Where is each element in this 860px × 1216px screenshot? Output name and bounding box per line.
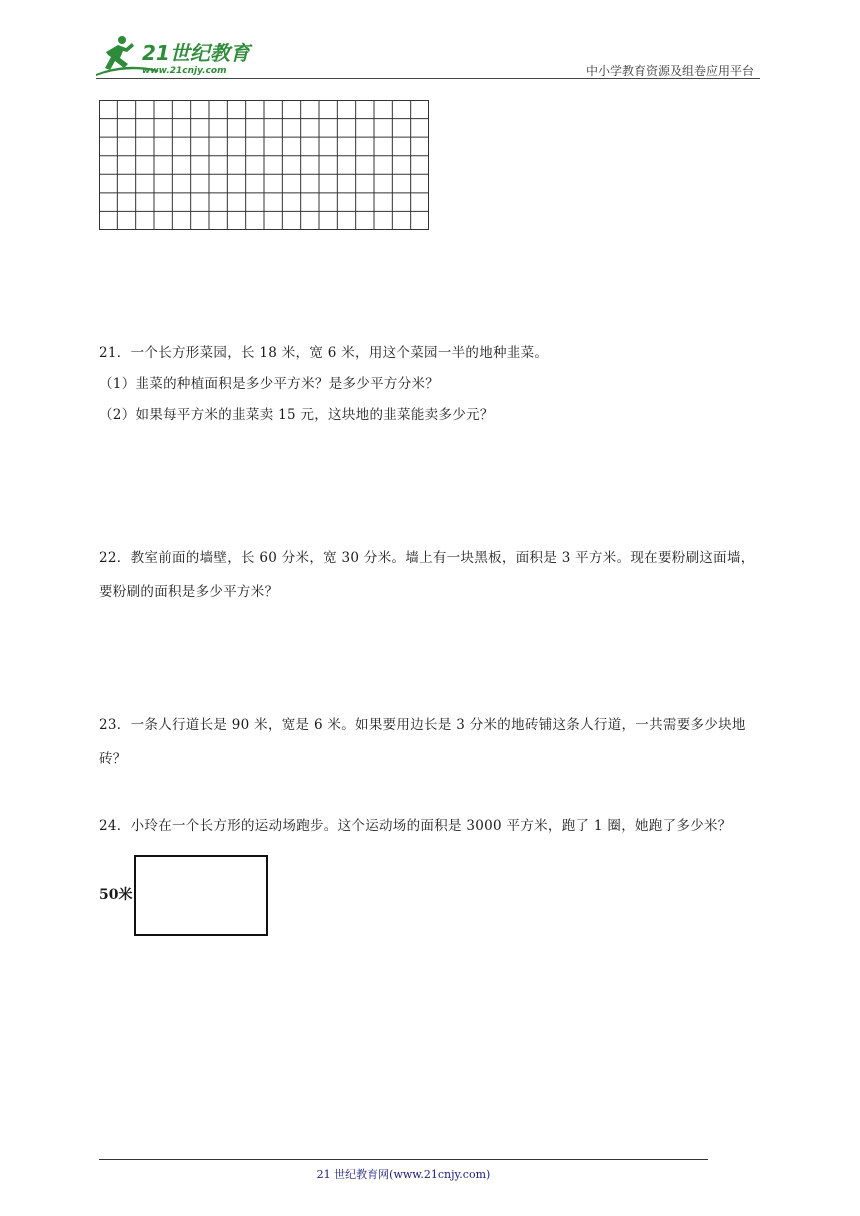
question-number: 24． — [99, 818, 131, 834]
question-21-part-2: （2）如果每平方米的韭菜卖 15 元，这块地的韭菜能卖多少元？ — [99, 407, 494, 423]
logo — [96, 34, 266, 78]
question-23 — [99, 708, 763, 776]
page-header — [96, 34, 760, 78]
footer-divider — [99, 1159, 708, 1160]
question-23-text — [99, 708, 763, 776]
question-21-stem — [99, 338, 763, 369]
question-24-text — [99, 811, 763, 842]
question-number: 22． — [99, 550, 131, 566]
question-text: 教室前面的墙壁，长 60 分米，宽 30 分米。墙上有一块黑板，面积是 3 平方米。现在要粉刷这面墙，要粉刷的面积是多少平方米？ — [99, 550, 755, 600]
question-21 — [99, 338, 763, 431]
question-text: 小玲在一个长方形的运动场跑步。这个运动场的面积是 3000 平方米，跑了 1 圈，她跑了多少米？ — [130, 818, 732, 834]
header-divider — [96, 78, 760, 79]
question-number: 23． — [99, 717, 131, 733]
question-22 — [99, 541, 763, 609]
question-22-text — [99, 541, 763, 609]
field-width-label: 50米 — [99, 887, 133, 903]
header-tagline: 中小学教育资源及组卷应用平台 — [585, 64, 754, 78]
question-number: 21． — [99, 345, 131, 361]
question-21-part-1: （1）韭菜的种植面积是多少平方米？是多少平方分米？ — [99, 376, 440, 392]
logo-url-text: www.21cnjy.com — [142, 66, 227, 76]
question-24 — [99, 811, 763, 842]
footer-text: 21 世纪教育网(www.21cnjy.com) — [316, 1168, 491, 1181]
question-text: 一条人行道长是 90 米，宽是 6 米。如果要用边长是 3 分米的地砖铺这条人行道，一共需要多少块地砖？ — [99, 717, 746, 767]
grid-paper — [99, 100, 429, 230]
logo-text: 21世纪教育 — [142, 41, 250, 65]
question-text: 一个长方形菜园，长 18 米，宽 6 米，用这个菜园一半的地种韭菜。 — [130, 345, 549, 361]
sports-field-rectangle — [134, 855, 268, 936]
